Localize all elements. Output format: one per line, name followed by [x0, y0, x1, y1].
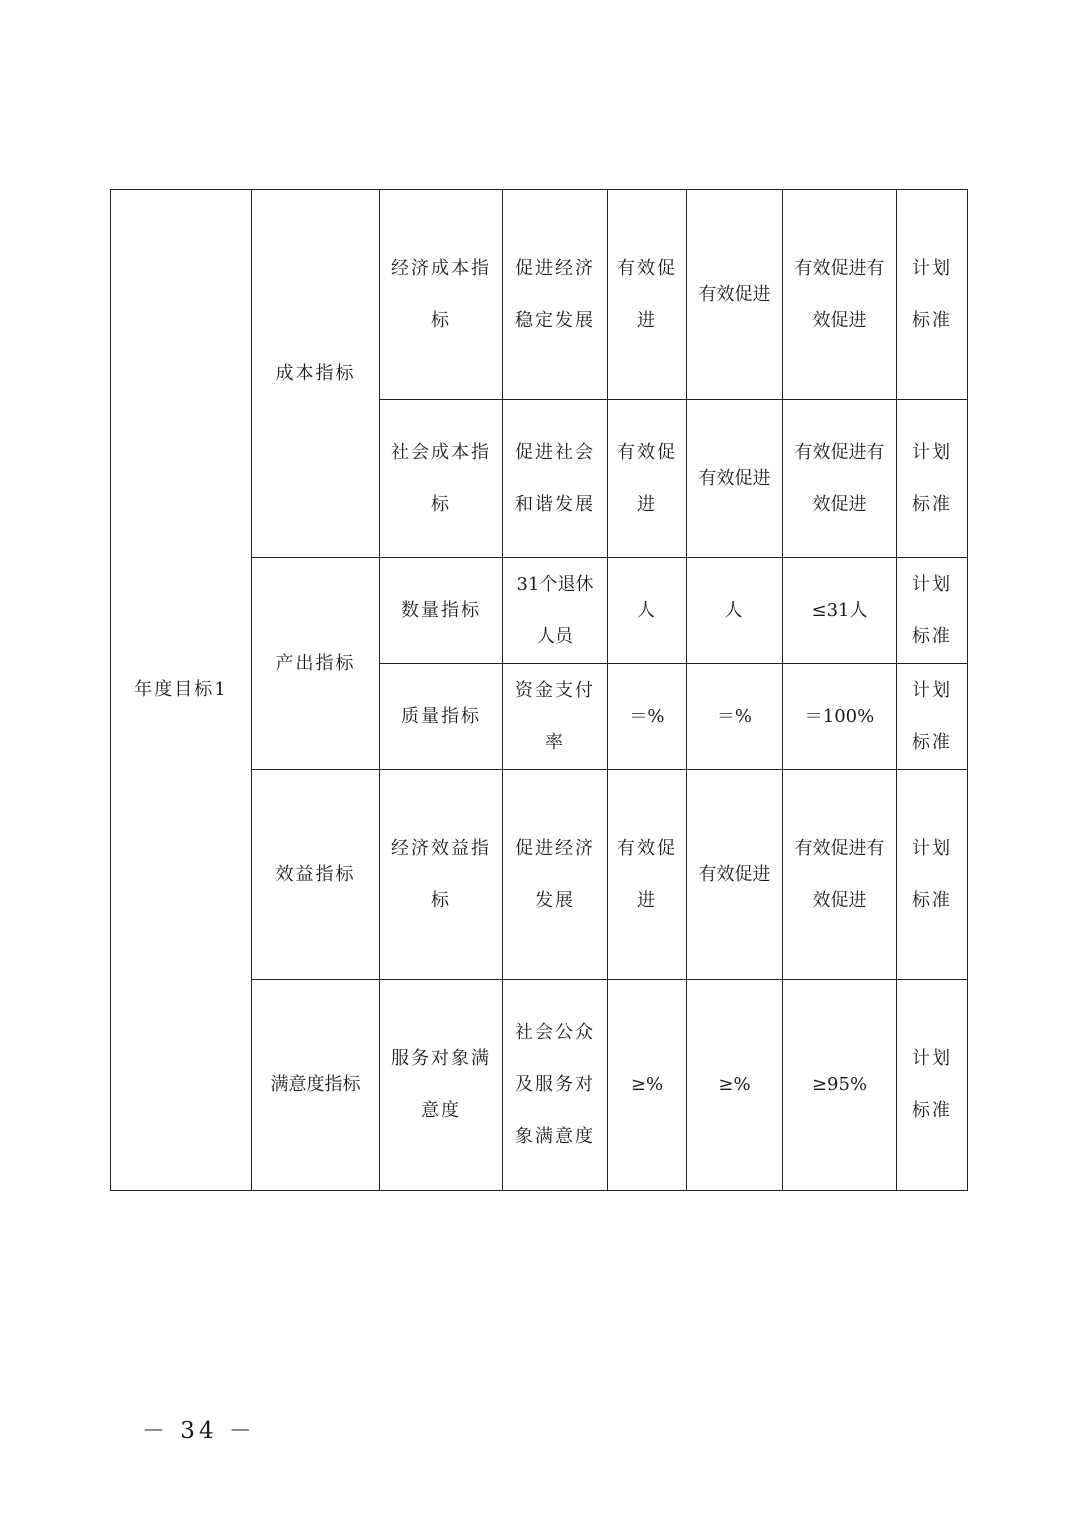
target-cell: ≥95% [783, 980, 897, 1191]
value-cell: 人 [687, 558, 783, 664]
content-cell: 促进经济发展 [503, 770, 608, 980]
content-cell: 促进社会和谐发展 [503, 400, 608, 558]
target-cell: 有效促进有效促进 [783, 190, 897, 400]
content-cell: 31个退休人员 [503, 558, 608, 664]
basis-cell: 计划标准 [897, 190, 968, 400]
value-cell: 有效促进 [687, 190, 783, 400]
performance-indicator-table [110, 189, 968, 1191]
group-satisfaction-label: 满意度指标 [252, 980, 380, 1191]
value-cell: 有效促进 [608, 770, 687, 980]
indicator-cell: 经济效益指标 [380, 770, 503, 980]
basis-cell: 计划标准 [897, 664, 968, 770]
value-cell: 有效促进 [687, 400, 783, 558]
basis-cell: 计划标准 [897, 980, 968, 1191]
content-cell: 促进经济稳定发展 [503, 190, 608, 400]
indicator-cell: 质量指标 [380, 664, 503, 770]
target-cell: ≤31人 [783, 558, 897, 664]
value-cell: 有效促进 [608, 400, 687, 558]
value-cell: 有效促进 [608, 190, 687, 400]
target-cell: ＝100% [783, 664, 897, 770]
basis-cell: 计划标准 [897, 558, 968, 664]
basis-cell: 计划标准 [897, 400, 968, 558]
basis-cell: 计划标准 [897, 770, 968, 980]
value-cell: ≥% [687, 980, 783, 1191]
year-goal-cell: 年度目标1 [111, 190, 252, 1191]
group-output-label: 产出指标 [252, 558, 380, 770]
value-cell: 人 [608, 558, 687, 664]
value-cell: ＝% [687, 664, 783, 770]
value-cell: ＝% [608, 664, 687, 770]
indicator-cell: 数量指标 [380, 558, 503, 664]
value-cell: ≥% [608, 980, 687, 1191]
group-benefit-label: 效益指标 [252, 770, 380, 980]
target-cell: 有效促进有效促进 [783, 770, 897, 980]
indicator-cell: 服务对象满意度 [380, 980, 503, 1191]
indicator-cell: 经济成本指标 [380, 190, 503, 400]
content-cell: 资金支付率 [503, 664, 608, 770]
indicator-cell: 社会成本指标 [380, 400, 503, 558]
table-row [111, 190, 968, 400]
target-cell: 有效促进有效促进 [783, 400, 897, 558]
value-cell: 有效促进 [687, 770, 783, 980]
page-number: － 34 － [142, 1418, 256, 1444]
content-cell: 社会公众及服务对象满意度 [503, 980, 608, 1191]
group-cost-label: 成本指标 [252, 190, 380, 558]
